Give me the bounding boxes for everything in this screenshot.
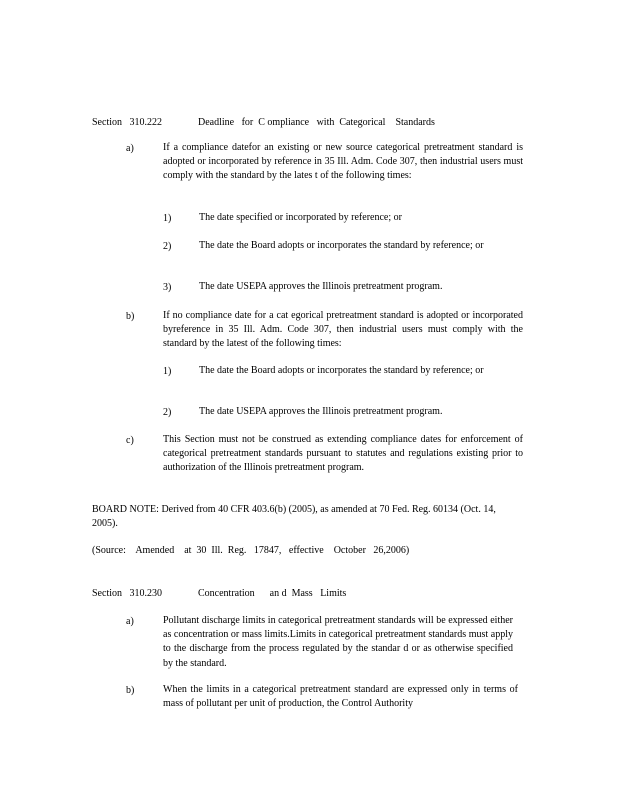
subsection-text: This Section must not be construed as extending compliance dates for enforcement of categorical pretreatment standards pursuant to statutes and regulations existing prior to authorization of the Illinois pretreatment program. bbox=[163, 434, 523, 474]
item-text: The date the Board adopts or incorporates the standard by reference; or bbox=[199, 240, 484, 251]
item-label: 3) bbox=[163, 282, 172, 293]
board-note: BOARD NOTE: Derived from 40 CFR 403.6(b) (2005), as amended at 70 Fed. Reg. 60134 (Oct. 14, 2005). bbox=[92, 504, 496, 530]
subsection-label: b) bbox=[126, 311, 135, 322]
item-text: The date the Board adopts or incorporates the standard by reference; or bbox=[199, 365, 484, 376]
section-number: Section 310.230 bbox=[92, 588, 162, 599]
subsection-text: When the limits in a categorical pretreatment standard are expressed only in terms of mass of pollutant per unit of production, the Control Authority bbox=[163, 684, 518, 710]
item-label: 1) bbox=[163, 213, 172, 224]
section-title: Deadline for C ompliance with Categorical Standards bbox=[198, 117, 435, 128]
subsection-text: If no compliance date for a cat egorical pretreatment standard is adopted or incorporated byreference in 35 Ill. Adm. Code 307, then industrial users must comply with the standard by the latest of the following times: bbox=[163, 310, 523, 350]
item-text: The date USEPA approves the Illinois pretreatment program. bbox=[199, 406, 443, 417]
item-label: 2) bbox=[163, 241, 172, 252]
subsection-label: c) bbox=[126, 435, 134, 446]
section-number: Section 310.222 bbox=[92, 117, 162, 128]
item-label: 1) bbox=[163, 366, 172, 377]
item-text: The date specified or incorporated by reference; or bbox=[199, 212, 402, 223]
section-title: Concentration an d Mass Limits bbox=[198, 588, 347, 599]
item-label: 2) bbox=[163, 407, 172, 418]
item-text: The date USEPA approves the Illinois pretreatment program. bbox=[199, 281, 443, 292]
subsection-text: If a compliance datefor an existing or new source categorical pretreatment standard is adopted or incorporated by reference in 35 Ill. Adm. Code 307, then industrial users must comply with the standard by the lates t of the following times: bbox=[163, 142, 523, 182]
subsection-label: a) bbox=[126, 616, 134, 627]
subsection-label: b) bbox=[126, 685, 135, 696]
subsection-text: Pollutant discharge limits in categorical pretreatment standards will be expressed either as concentration or mass limits.Limits in categorical pretreatment standards must apply to the discharge from the process regulated by the standar d or as otherwise specified by the standard. bbox=[163, 615, 513, 669]
source-note: (Source: Amended at 30 Ill. Reg. 17847, effective October 26,2006) bbox=[92, 545, 410, 556]
subsection-label: a) bbox=[126, 143, 134, 154]
